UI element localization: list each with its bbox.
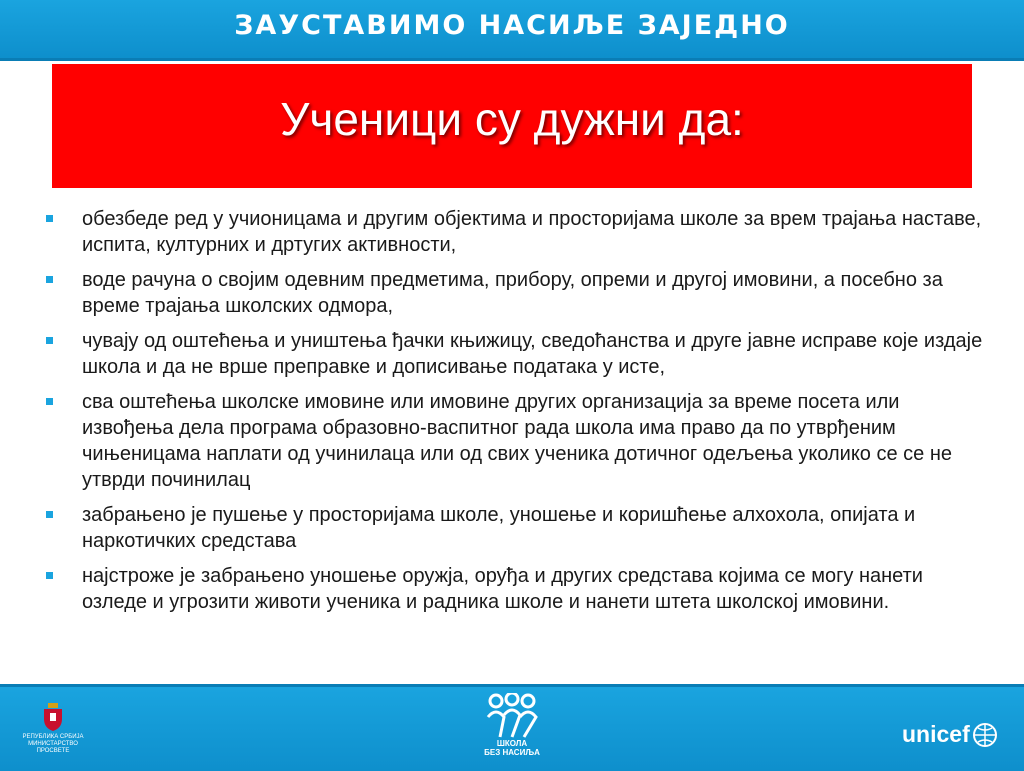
- ministry-line2: МИНИСТАРСТВО ПРОСВЕТЕ: [28, 741, 78, 754]
- bullet-square-icon: [46, 337, 53, 344]
- bullet-list: [40, 206, 990, 624]
- bullet-square-icon: [46, 511, 53, 518]
- ministry-logo: [18, 703, 88, 761]
- bottom-footer-bar: [0, 684, 1024, 771]
- unicef-wordmark: unicef: [902, 721, 970, 747]
- bullet-square-icon: [46, 215, 53, 222]
- school-without-violence-logo: [472, 693, 552, 767]
- bullet-text: забрањено је пушење у просторијама школе, уношење и коришћење алхохола, опијата и наркотичких средстава: [82, 504, 916, 552]
- title-banner: [52, 64, 972, 188]
- bullet-square-icon: [46, 276, 53, 283]
- school-line2: БЕЗ НАСИЉА: [484, 748, 540, 757]
- slide-title: Ученици су дужни да:: [280, 93, 744, 145]
- bullet-item: [40, 267, 990, 319]
- bullet-item: [40, 389, 990, 493]
- bullet-text: сва оштећења школске имовине или имовине других организација за време посета или извођења дела програма образовно-васпитног рада школа има право да по утврђеним чињеницама наплати од учинилаца или од свих ученика дотичног одељења уколико се се не утврди починилац: [82, 391, 952, 491]
- bullet-square-icon: [46, 398, 53, 405]
- bullet-text: воде рачуна о својим одевним предметима, прибору, опреми и другој имовини, а посебно за време трајања школских одмора,: [82, 269, 943, 317]
- campaign-title: ЗАУСТАВИМО НАСИЉЕ ЗАЈЕДНО: [234, 10, 790, 41]
- bullet-item: [40, 206, 990, 258]
- bullet-item: [40, 502, 990, 554]
- bullet-item: [40, 328, 990, 380]
- bullet-text: чувају од оштећења и уништења ђачки књижицу, сведоћанства и друге јавне исправе које издаје школа и да не врше преправке и дописивање података у исте,: [82, 330, 983, 378]
- children-figures-icon: [482, 693, 542, 739]
- ministry-line1: РЕПУБЛИКА СРБИЈА: [22, 734, 84, 740]
- bullet-square-icon: [46, 572, 53, 579]
- unicef-logo: [902, 721, 1012, 751]
- bullet-text: најстроже је забрањено уношење оружја, оруђа и других средстава којима се могу нанети озледе и угрозити животи ученика и радника школе и нанети штета школској имовини.: [82, 565, 923, 613]
- coat-of-arms-icon: [42, 703, 64, 731]
- bullet-text: обезбеде ред у учионицама и другим објектима и просторијама школе за врем трајања наставе, испита, културних и дртугих активности,: [82, 208, 982, 256]
- globe-icon: [972, 722, 998, 748]
- school-line1: ШКОЛА: [496, 739, 528, 748]
- bullet-item: [40, 563, 990, 615]
- top-header-bar: [0, 0, 1024, 61]
